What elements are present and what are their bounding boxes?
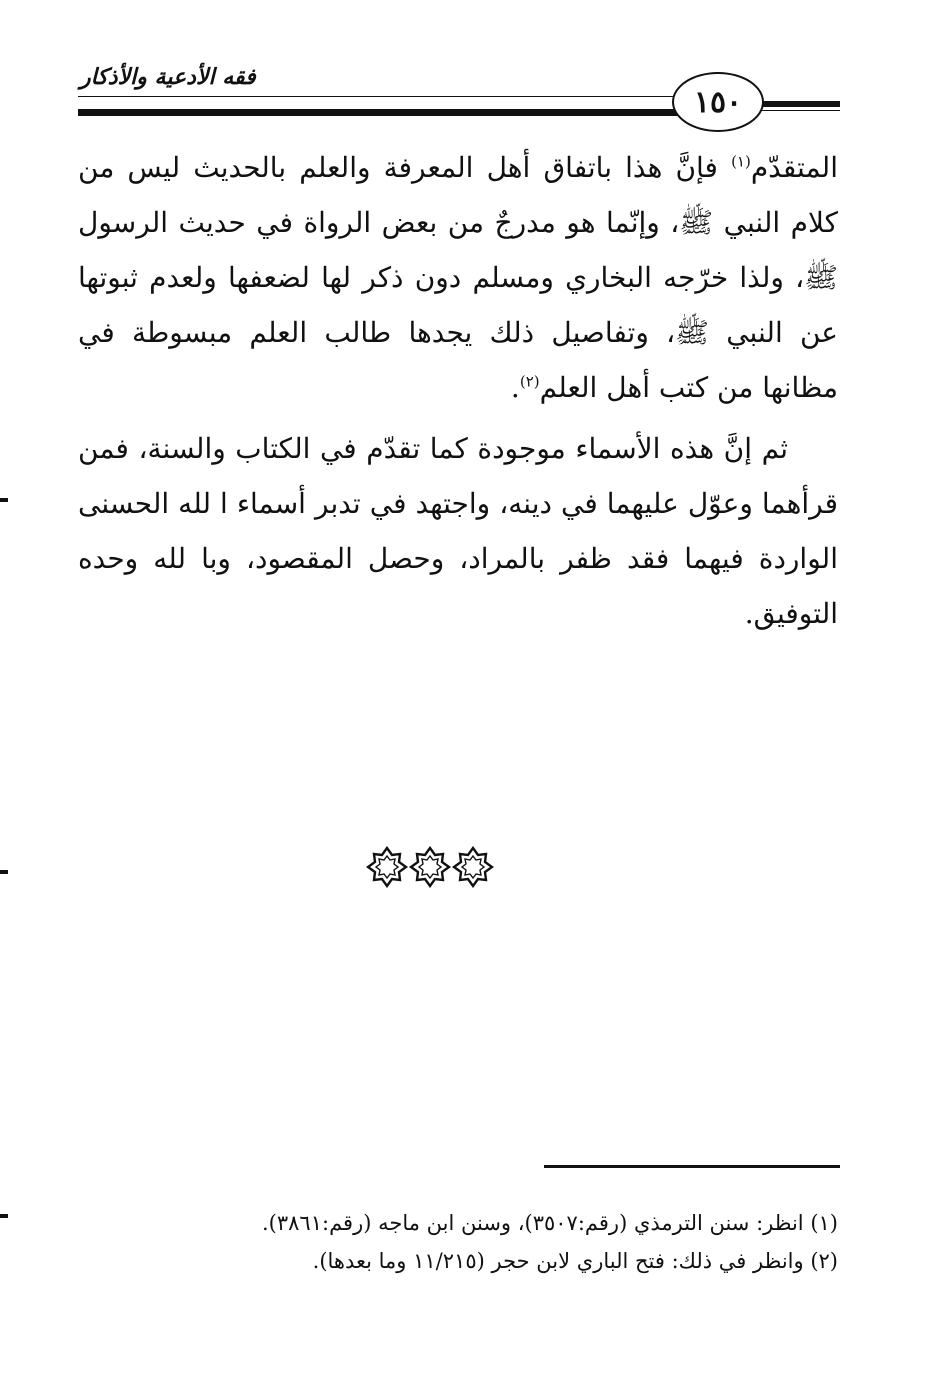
header-right-rule (762, 101, 840, 107)
header-thick-rule (78, 109, 678, 116)
scan-edge-mark (0, 1214, 8, 1218)
footnote-2: (٢) وانظر في ذلك: فتح الباري لابن حجر (١١/٢١٥ وما بعدها). (312, 1249, 838, 1273)
header-thin-rule (78, 96, 676, 97)
paragraph-2: ثم إنَّ هذه الأسماء موجودة كما تقدّم في الكتاب والسنة، فمن قرأهما وعوّل عليهما في دينه، واجتهد في تدبر أسماء ا لله الحسنى الواردة فيهما فقد ظفر بالمراد، وحصل المقصود، وبا لله وحده التوفيق. (78, 432, 838, 630)
footnotes (80, 1204, 838, 1280)
paragraph-1-body: فإنَّ هذا باتفاق أهل المعرفة والعلم بالحديث ليس من كلام النبي ﷺ، وإنّما هو مدرجٌ من بعض الرواة في حديث الرسول ﷺ، ولذا خرّجه البخاري ومسلم دون ذكر لها لضعفها ولعدم ثبوتها عن النبي ﷺ، وتفاصيل ذلك يجدها طالب العلم مبسوطة في مظانها من كتب أهل العلم (78, 151, 838, 404)
footnote-ref-1: (١) (731, 152, 751, 171)
page-number (672, 72, 764, 132)
scan-edge-mark (0, 870, 8, 874)
paragraph-1 (78, 140, 838, 415)
paragraph-1-start: المتقدّم (750, 151, 838, 184)
footnote-separator (544, 1165, 840, 1168)
scan-edge-mark (0, 498, 8, 502)
footnote-ref-2: (٢) (519, 372, 540, 391)
eight-point-star-icon (454, 848, 492, 886)
running-title: فقه الأدعية والأذكار (80, 64, 256, 90)
page-number-text: ١٥٠ (693, 84, 743, 120)
main-text (78, 140, 838, 641)
footnote-1: (١) انظر: سنن الترمذي (رقم:٣٥٠٧)، وسنن ابن ماجه (رقم:٣٨٦١). (262, 1211, 838, 1235)
header-right-thin-rule (762, 110, 840, 111)
section-divider-ornament (366, 846, 494, 888)
eight-point-star-icon (368, 848, 406, 886)
eight-point-star-icon (411, 848, 449, 886)
paragraph-1-end: . (510, 371, 520, 404)
